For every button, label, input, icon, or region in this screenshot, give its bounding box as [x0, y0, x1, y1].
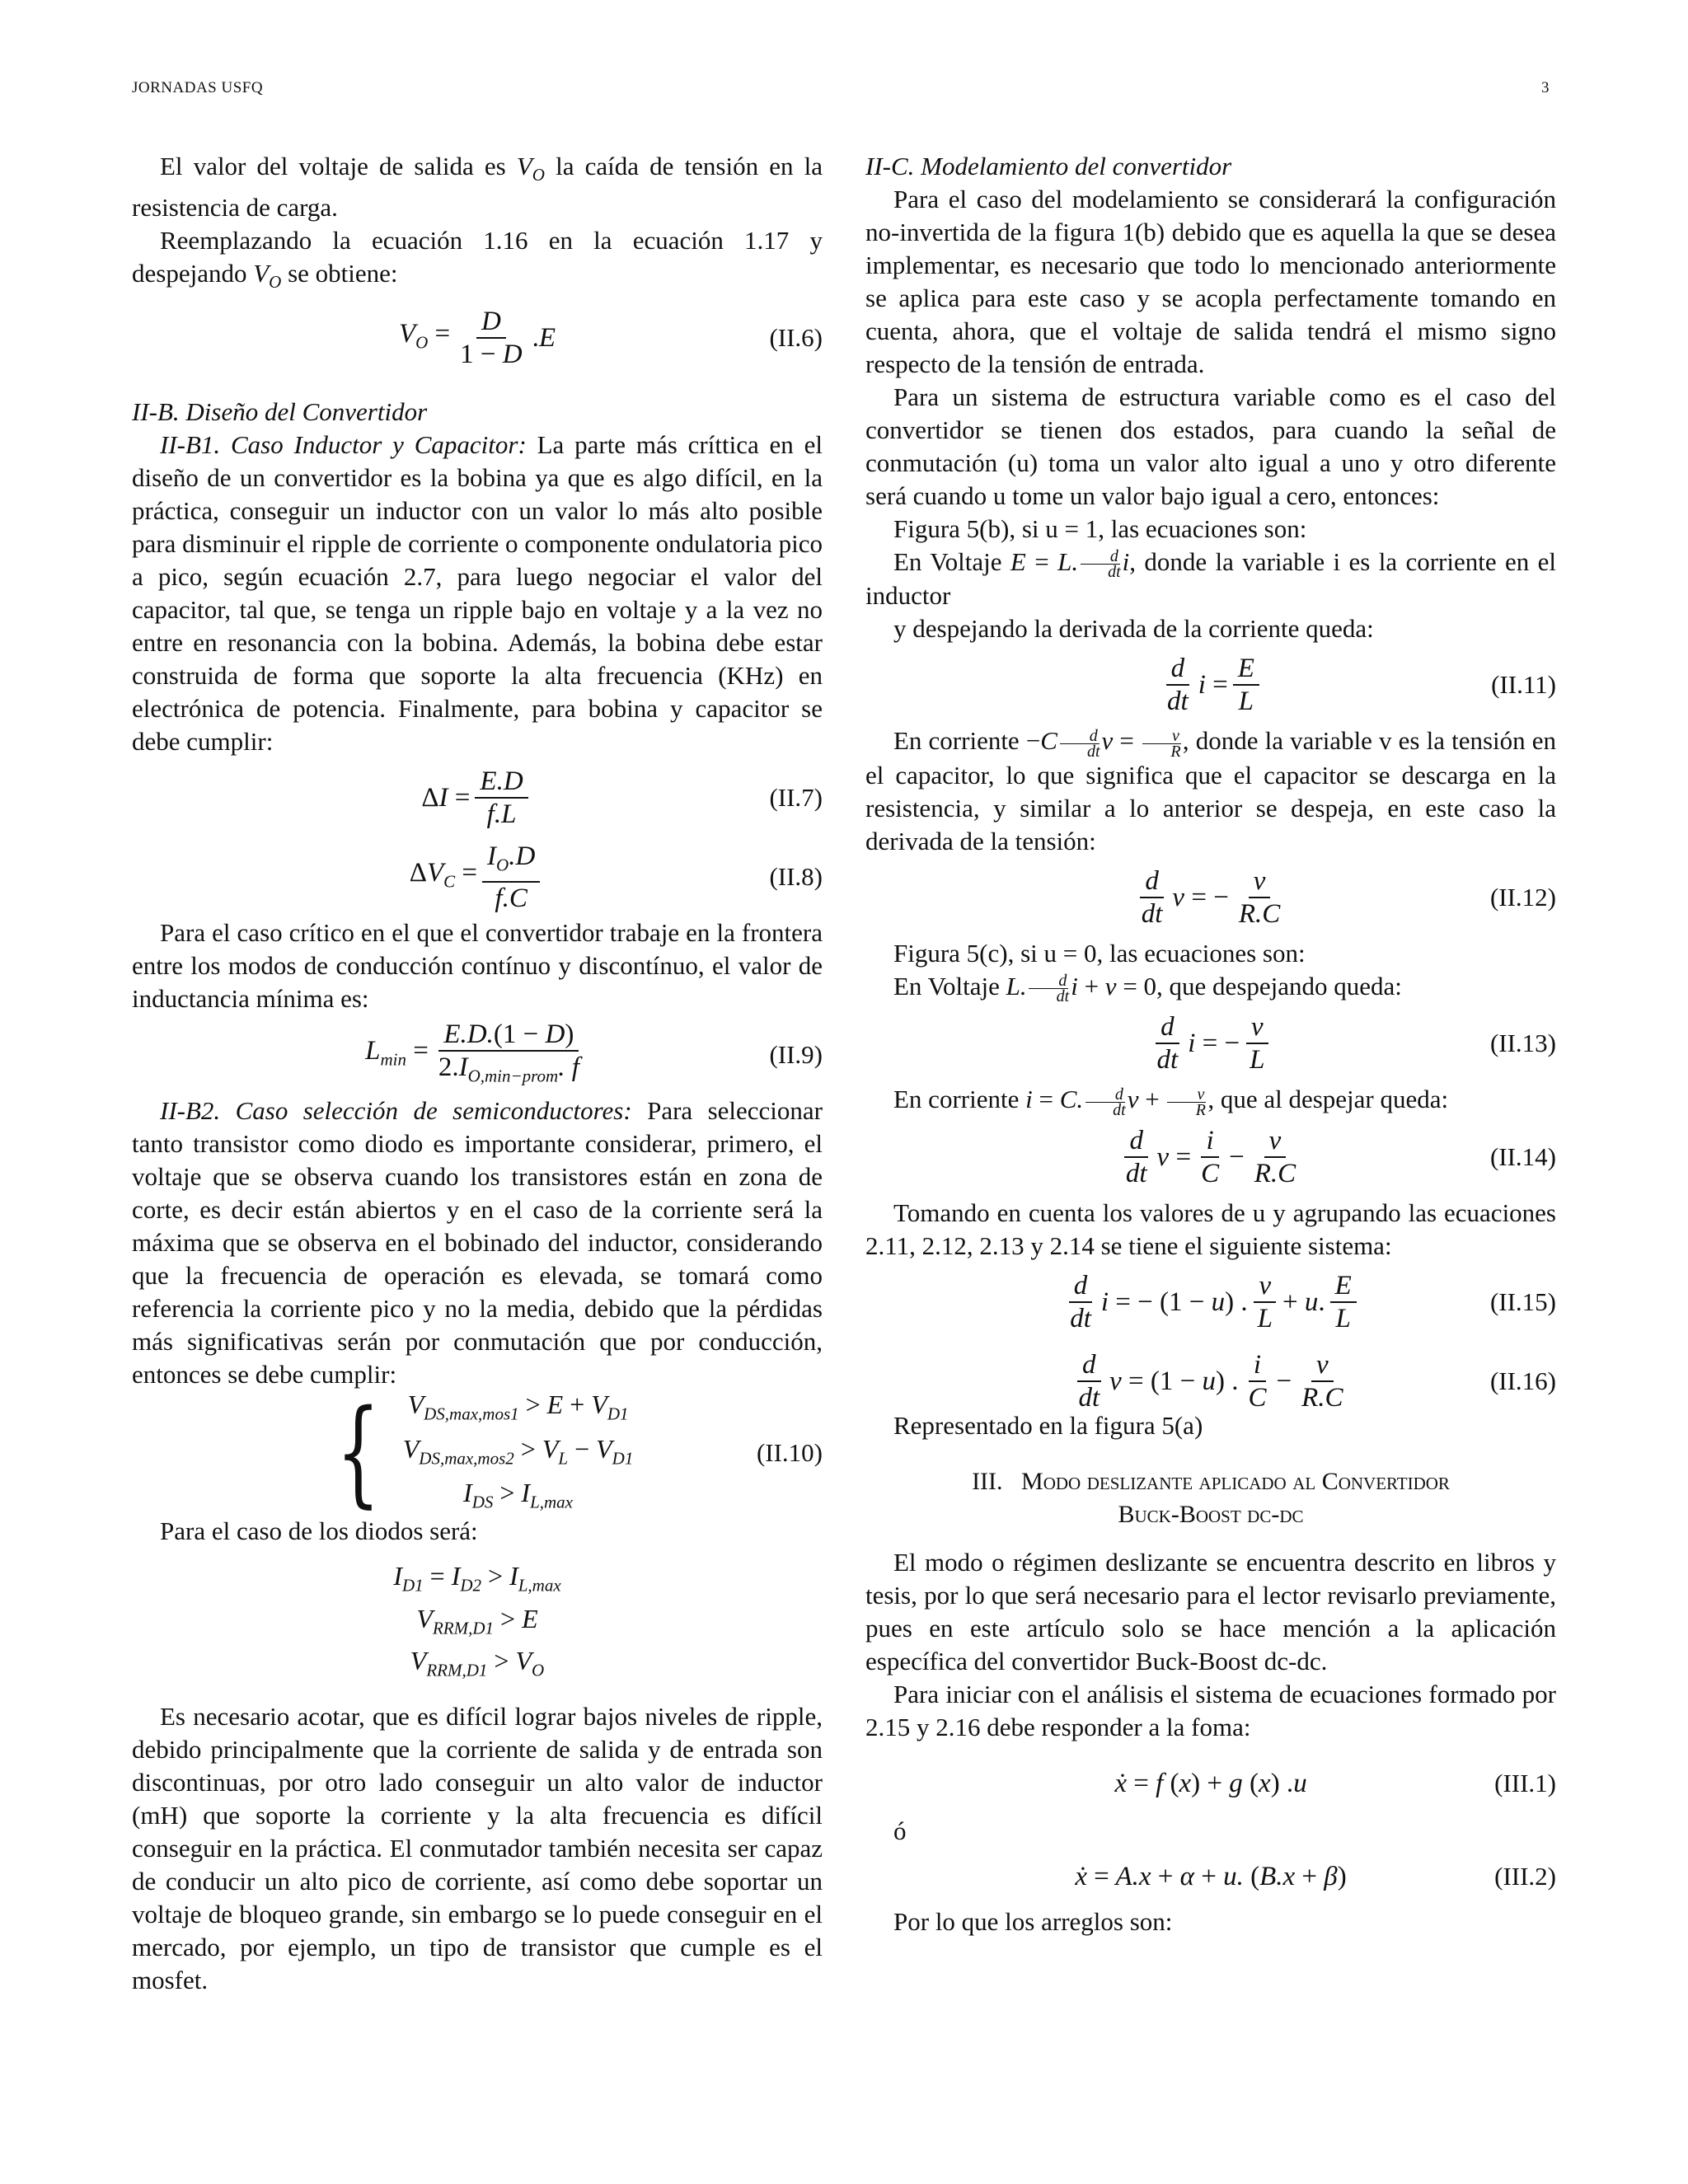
right-column — [865, 150, 1556, 1938]
equation-II-8: $\Delta V_C$ = $\frac{I_O.D}{f.C}$ (II.8) — [409, 841, 823, 913]
equation-II-10: { $V_{DS,max,mos1} > E + V_{D1}$ $V_{DS,max,mos2} > V_L - V_{D1}$ $I_{DS} > I_{L,max}$ (II.10) — [335, 1385, 823, 1521]
paragraph: El valor del voltaje de salida es $V_O$ la caída de tensión en la resistencia de carga. — [132, 152, 823, 223]
equation-II-16: $\frac{d}{dt}$ v = (1 − u) . $\frac{i}{C}$ − $\frac{v}{R.C}$ (II.16) — [1078, 1349, 1556, 1413]
paragraph: Para un sistema de estructura variable como es el caso del convertidor se tienen dos estados, para cuando la señal de conmutación (u) toma un valor alto igual a uno y otro diferente será cuando u tome un valor bajo igual a cero, entonces: — [865, 382, 1556, 510]
paragraph: El modo o régimen deslizante se encuentra descrito en libros y tesis, por lo que será necesario para el lector revisarlo previamente, pues en este artículo solo se hace mención a la aplicación específica del convertidor Buck-Boost dc-dc. — [865, 1547, 1556, 1675]
paragraph: Por lo que los arreglos son: — [893, 1906, 1173, 1936]
paragraph: Reemplazando la ecuación 1.16 en la ecuación 1.17 y despejando $V_O$ se obtiene: — [132, 226, 823, 293]
equation-II-6: $V_O$ = $\frac{D}{1 - D}$ .E (II.6) — [398, 307, 823, 370]
paragraph: y despejando la derivada de la corriente queda: — [893, 614, 1374, 644]
running-header-journal: JORNADAS USFQ — [132, 79, 264, 96]
equation-II-9: $L_{min}$ = $\frac{E.D.(1 - D)}{2.I_{O,min-prom}. f}$ (II.9) — [365, 1019, 823, 1086]
section-heading-III: III. Modo deslizante aplicado al Convertidor Buck-Boost dc-dc — [972, 1467, 1450, 1528]
equation-II-13: $\frac{d}{dt}$ i = − $\frac{v}{L}$ (II.13) — [1156, 1012, 1556, 1076]
paragraph: II-B1. Caso Inductor y Capacitor: La parte más críttica en el diseño de un convertidor es la bobina ya que es algo difícil, en la práctica, conseguir un inductor con un valor lo más alto posible para disminuir el ripple de corriente o componente ondulatoria pico a pico, según ecuación 2.7, para luego negociar el valor del capacitor, tal que, se tenga un ripple bajo en voltaje y a la vez no entre en resonancia con la bobina. Además, la bobina debe estar construida de forma que soporte la alta frecuencia (KHz) en electrónica de potencia. Finalmente, para bobina y capacitor se debe cumplir: — [132, 430, 823, 757]
paragraph: Es necesario acotar, que es difícil lograr bajos niveles de ripple, debido principalmente que la corriente de salida y de entrada son discontinuas, por otro lado conseguir un alto valor de inductor (mH) que soporte la corriente y la alta frecuencia es difícil conseguir en la práctica. El conmutador también necesita ser capaz de conducir un alto pico de corriente, así como debe soportar un voltaje de bloqueo grande, sin embargo se lo puede conseguir en el mercado, por ejemplo, un tipo de transistor que cumple es el mosfet. — [132, 1701, 823, 1994]
paragraph: Para el caso de los diodos será: — [160, 1516, 478, 1546]
page-number: 3 — [1541, 79, 1550, 96]
paragraph: En corriente −C $\frac{d}{dt}$ v = $\frac{v}{R}$ , donde la variable v es la tensión en el capacitor, lo que significa que el capacitor se descarga en la resistencia, y similar a lo anterior se despeja, en este caso la derivada de la tensión: — [865, 726, 1556, 855]
equation-II-11: $\frac{d}{dt}$ i = $\frac{E}{L}$ (II.11) — [1167, 654, 1556, 717]
equation-III-2: ẋ = A.x + α + u. (B.x + β) (III.2) — [1075, 1861, 1556, 1891]
paragraph: Figura 5(b), si u = 1, las ecuaciones son: — [893, 514, 1307, 543]
equation-II-15: $\frac{d}{dt}$ i = − (1 − u) . $\frac{v}{L}$ + u. $\frac{E}{L}$ (II.15) — [1070, 1270, 1556, 1333]
paragraph: Representado en la figura 5(a) — [893, 1410, 1203, 1440]
paragraph: Para el caso crítico en el que el convertidor trabaje en la frontera entre los modos de conducción contínuo y discontínuo, el valor de inductancia mínima es: — [132, 918, 823, 1014]
paragraph: Figura 5(c), si u = 0, las ecuaciones son: — [893, 938, 1306, 968]
section-heading-II-B: II-B. Diseño del Convertidor — [132, 397, 428, 427]
paragraph: En corriente i = C. $\frac{d}{dt}$ v + $\frac{v}{R}$ , que al despejar queda: — [893, 1085, 1449, 1119]
paragraph: Para iniciar con el análisis el sistema de ecuaciones formado por 2.15 y 2.16 debe responder a la foma: — [865, 1679, 1556, 1741]
paragraph: Tomando en cuenta los valores de u y agrupando las ecuaciones 2.11, 2.12, 2.13 y 2.14 se tiene el siguiente sistema: — [865, 1197, 1556, 1260]
section-heading-II-C: II-C. Modelamiento del convertidor — [865, 152, 1232, 180]
equation-II-14: $\frac{d}{dt}$ v = $\frac{i}{C}$ − $\frac{v}{R.C}$ (II.14) — [1125, 1125, 1556, 1188]
equation-III-1: ẋ = f (x) + g (x) .u (III.1) — [1114, 1768, 1556, 1798]
diode-conditions: $I_{D1} = I_{D2} > I_{L,max}$ $V_{RRM,D1} > E$ $V_{RRM,D1} > V_O$ — [393, 1561, 561, 1680]
equation-II-7: ΔI = $\frac{E.D}{f.L}$ (II.7) — [421, 766, 823, 830]
left-column — [132, 150, 823, 1997]
paragraph: II-B2. Caso selección de semiconductores: Para seleccionar tanto transistor como diodo es importante considerar, primero, el voltaje que se observa cuando los transistores están en zona de corte, es decir están abiertos y en el caso de la corriente será la máxima que se observa en el bobinado del inductor, considerando que la frecuencia de operación es elevada, se tomará como referencia la corriente pico y no la media, debido que la pérdidas más significativas serán por conmutación que por conducción, entonces se debe cumplir: — [132, 1096, 823, 1390]
paragraph: En Voltaje E = L. $\frac{d}{dt}$ i, donde la variable i es la corriente en el inductor — [865, 547, 1557, 611]
paragraph: Para el caso del modelamiento se considerará la configuración no-invertida de la figura 1(b) debido que es aquella la que se desea implementar, es necesario que todo lo mencionado anteriormente se aplica para este caso y se acopla perfectamente tomando en cuenta, ahora, que el voltaje de salida tendrá el mismo signo respecto de la tensión de entrada. — [865, 185, 1556, 378]
paragraph: En Voltaje L. $\frac{d}{dt}$ i + v = 0, que despejando queda: — [893, 971, 1402, 1006]
equation-II-12: $\frac{d}{dt}$ v = − $\frac{v}{R.C}$ (II.12) — [1141, 865, 1556, 929]
paragraph: ó — [893, 1816, 907, 1845]
